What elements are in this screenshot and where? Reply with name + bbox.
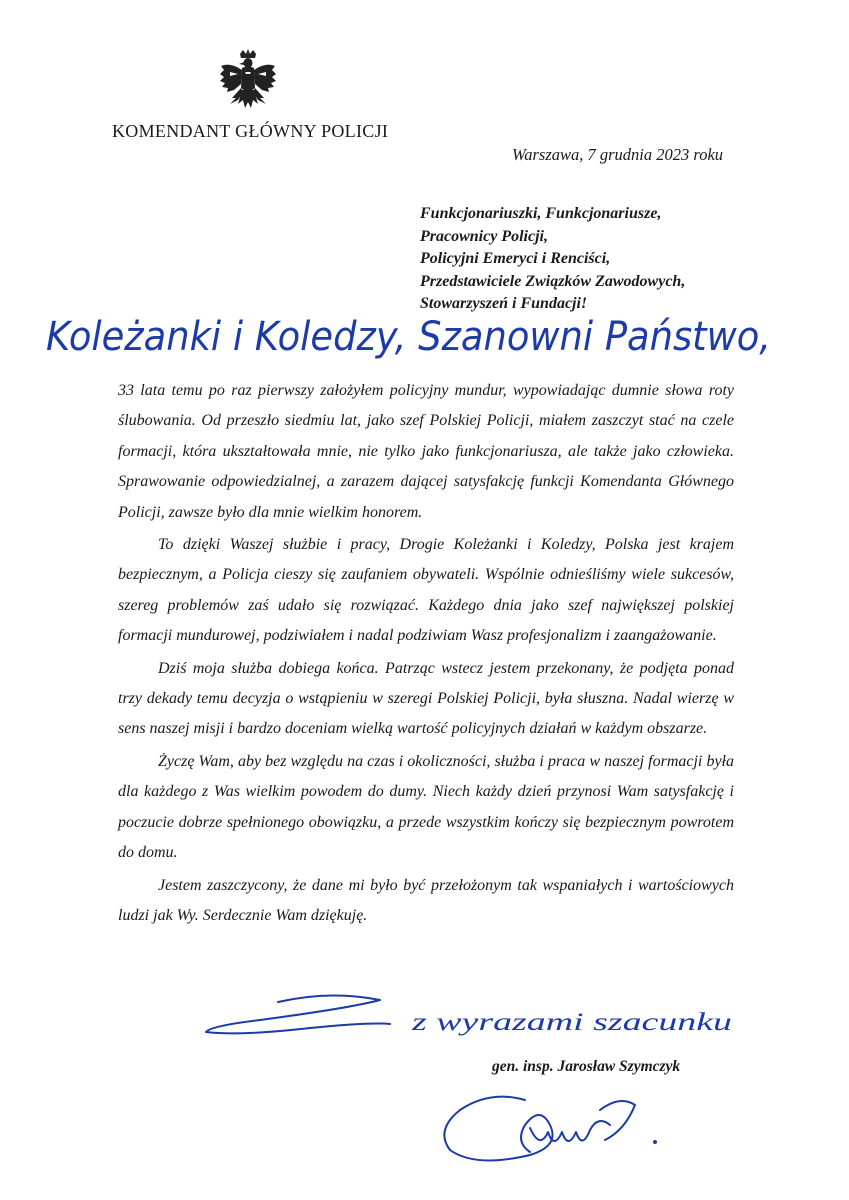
polish-eagle-emblem-icon	[218, 48, 278, 114]
body-paragraph: 33 lata temu po raz pierwszy założyłem policyjny mundur, wypowiadając dumnie słowa roty ślubowania. Od przeszło siedmiu lat, jako szef Polskiej Policji, miałem zaszczyt stać na czele formacji, która ukształtowała mnie, nie tylko jako funkcjonariusza, ale także jako człowieka. Sprawowanie odpowiedzialnej, a zarazem dającej satysfakcję funkcji Komendanta Głównego Policji, zawsze było dla mnie wielkim honorem.	[118, 382, 734, 521]
body-paragraph: Jestem zaszczycony, że dane mi było być przełożonym tak wspaniałych i wartościowych ludzi jak Wy. Serdecznie Wam dziękuję.	[118, 876, 734, 924]
closing-text: z wyrazami szacunku	[410, 1009, 732, 1036]
addressee-block	[420, 203, 820, 316]
addressee-line: Policyjni Emeryci i Renciści,	[420, 250, 611, 267]
institution-name: KOMENDANT GŁÓWNY POLICJI	[112, 121, 389, 141]
body-paragraph: Życzę Wam, aby bez względu na czas i okoliczności, służba i praca w naszej formacji była dla każdego z Was wielkim powodem do dumy. Niech każdy dzień przynosi Wam satysfakcję i poczucie dobrze spełnionego obowiązku, a przede wszystkim kończy się bezpiecznym powrotem do domu.	[118, 752, 734, 862]
handwritten-closing	[200, 990, 760, 1050]
addressee-line: Funkcjonariuszki, Funkcjonariusze,	[420, 205, 662, 222]
closing-z-stroke	[206, 995, 390, 1033]
body-paragraph: Dziś moja służba dobiega końca. Patrząc wstecz jestem przekonany, że podjęta ponad trzy dekady temu decyzja o wstąpieniu w szeregi Polskiej Policji, była słuszna. Nadal wierzę w sens naszej misji i bardzo doceniam wielką wartość policyjnych działań w każdym obszarze.	[118, 659, 734, 738]
place-date: Warszawa, 7 grudnia 2023 roku	[512, 145, 724, 164]
body-paragraph: To dzięki Waszej służbie i pracy, Drogie Koleżanki i Koledzy, Polska jest krajem bezpiecznym, a Policja cieszy się zaufaniem obywateli. Wspólnie odnieśliśmy wiele sukcesów, szereg problemów zaś udało się rozwiązać. Każdego dnia jako szef największej polskiej formacji mundurowej, podziwiałem i nadal podziwiam Wasz profesjonalizm i zaangażowanie.	[118, 536, 734, 645]
signature-mark	[430, 1080, 680, 1170]
addressee-line: Pracownicy Policji,	[420, 227, 548, 245]
addressee-line: Stowarzyszeń i Fundacji!	[420, 295, 588, 312]
letter-body	[118, 376, 734, 933]
handwritten-salutation	[38, 300, 778, 370]
signer-name: gen. insp. Jarosław Szymczyk	[492, 1058, 681, 1075]
addressee-line: Przedstawiciele Związków Zawodowych,	[420, 272, 686, 290]
salutation-text: Koleżanki i Koledzy, Szanowni Państwo,	[46, 314, 771, 360]
